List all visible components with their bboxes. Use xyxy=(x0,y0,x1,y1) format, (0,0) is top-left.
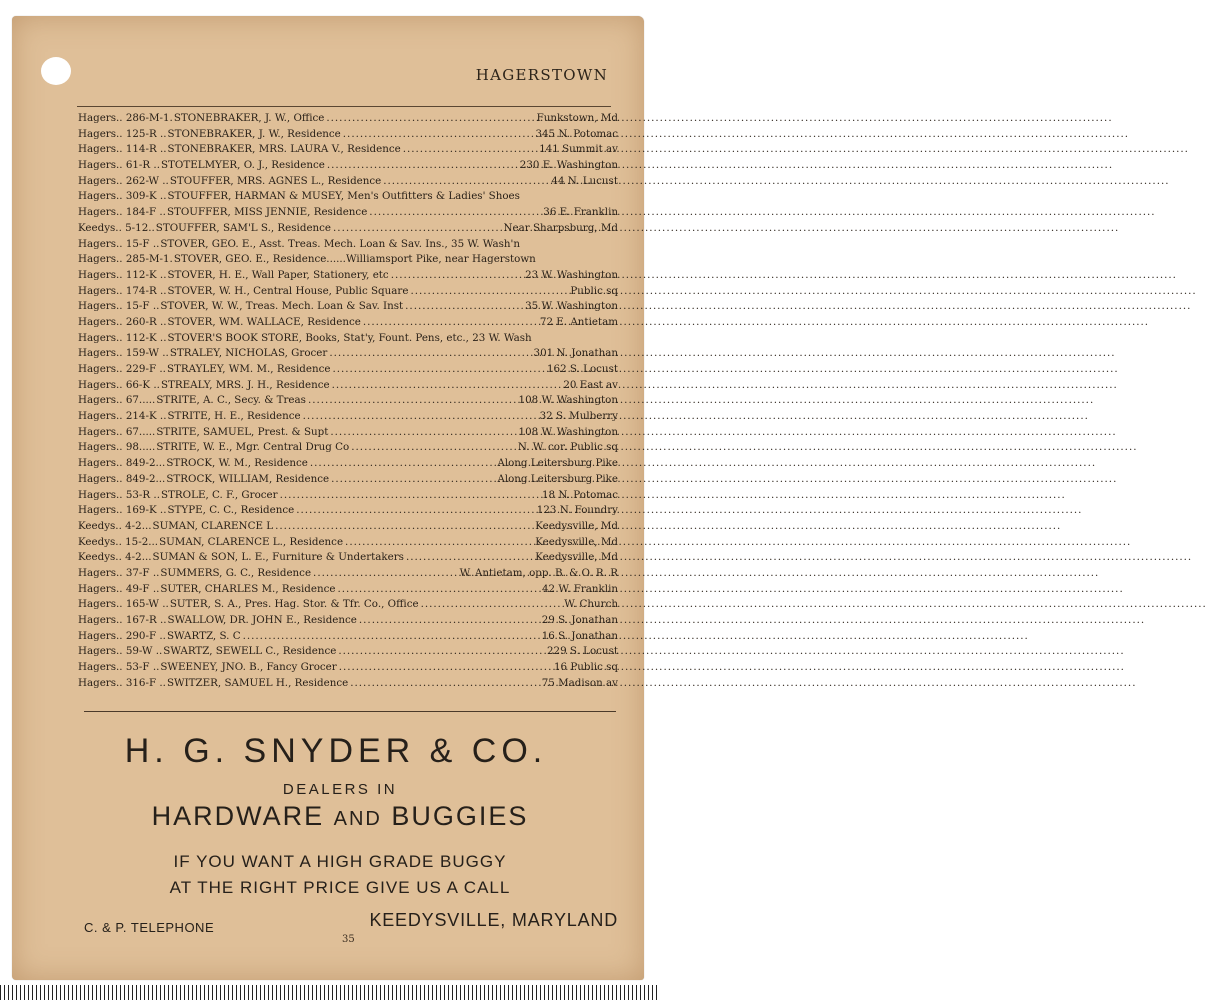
listing-address: 16 Public sq xyxy=(553,661,618,674)
listing-exchange: Hagers.. 262-W .. xyxy=(78,174,169,187)
ad-product-buggies: BUGGIES xyxy=(381,801,529,831)
listing-exchange: Hagers.. 67..... xyxy=(78,425,156,438)
ad-company-name: H. G. SNYDER & CO. xyxy=(124,732,548,770)
listing-exchange: Hagers.. 285-M-1. xyxy=(78,253,173,266)
listing-exchange: Keedys.. 5-12.. xyxy=(78,221,155,234)
listing-address: 18 N. Potomac xyxy=(542,488,618,501)
advertisement xyxy=(12,16,644,980)
listing-name: SWEENEY, JNO. B., Fancy Grocer xyxy=(160,661,337,674)
listing-name: SWARTZ, S. C xyxy=(166,629,241,642)
listing-exchange: Keedys.. 4-2... xyxy=(78,551,152,564)
listing-address: 123 N. Foundry xyxy=(536,504,618,517)
listing-address: 32 S. Mulberry xyxy=(539,410,618,423)
ad-telephone: C. & P. TELEPHONE xyxy=(84,920,215,935)
listing-address: Keedysville, Md xyxy=(535,535,618,548)
page-header-city: HAGERSTOWN xyxy=(475,66,608,84)
listing-exchange: Hagers.. 214-K .. xyxy=(78,410,167,423)
listing-address: 141 Summit av xyxy=(539,143,618,156)
listing-exchange: Hagers.. 53-F .. xyxy=(78,661,160,674)
listing-address: 23 W. Washington xyxy=(525,268,618,281)
listing-address: 162 S. Locust xyxy=(546,363,618,375)
listing-address: 230 E. Washington xyxy=(519,159,618,172)
listing-name: SUMAN, CLARENCE L xyxy=(152,519,274,532)
listing-name: SUMAN & SON, L. E., Furniture & Undertakers xyxy=(152,551,404,564)
listing-exchange: Hagers.. 229-F .. xyxy=(78,363,166,375)
listing-exchange: Hagers.. 98..... xyxy=(78,441,156,454)
listing-address: 35 W. Washington xyxy=(525,300,618,313)
listing-name: STROCK, WILLIAM, Residence xyxy=(166,472,330,485)
ad-price-line: AT THE RIGHT PRICE GIVE US A CALL xyxy=(169,878,511,897)
listing-address: 75 Madison av xyxy=(541,676,618,689)
listing-name: STONEBRAKER, MRS. LAURA V., Residence xyxy=(167,143,401,156)
listing-exchange: Hagers.. 260-R .. xyxy=(78,315,167,328)
listing-exchange: Hagers.. 174-R .. xyxy=(78,284,167,297)
listing-name: STRITE, SAMUEL, Prest. & Supt xyxy=(156,425,329,438)
listing-exchange: Hagers.. 309-K .. xyxy=(78,190,167,203)
listing-address: Along Leitersburg Pike xyxy=(497,472,618,485)
listing-name: STRAYLEY, WM. M., Residence xyxy=(166,363,331,375)
listing-name: STOVER, WM. WALLACE, Residence xyxy=(167,315,361,328)
ad-product-hardware: HARDWARE xyxy=(151,801,334,831)
listing-address: W. Church xyxy=(564,598,618,611)
listing-exchange: Hagers.. 59-W .. xyxy=(78,645,163,658)
listing-exchange: Hagers.. 114-R .. xyxy=(78,143,167,156)
ad-product-and: AND xyxy=(333,808,382,830)
listing-exchange: Hagers.. 15-F .. xyxy=(78,237,160,250)
listing-exchange: Hagers.. 849-2... xyxy=(78,472,166,485)
listing-exchange: Hagers.. 66-K .. xyxy=(78,378,160,391)
listing-exchange: Keedys.. 4-2... xyxy=(78,519,152,532)
listing-name: STOVER, GEO. E., Residence......Williamsport Pike, near Hagerstown xyxy=(173,253,536,266)
listing-exchange: Hagers.. 169-K .. xyxy=(78,504,167,517)
listing-address: Public sq xyxy=(570,284,618,297)
listing-address: 345 N. Potomac xyxy=(535,127,618,140)
listing-exchange: Hagers.. 290-F .. xyxy=(78,629,166,642)
listing-name: STROLE, C. F., Grocer xyxy=(160,488,278,501)
listing-name: STONEBRAKER, J. W., Residence xyxy=(167,127,341,140)
listing-address: N. W. cor. Public sq xyxy=(517,441,618,454)
listing-exchange: Hagers.. 15-F .. xyxy=(78,300,160,313)
listing-address: 72 E. Antietam xyxy=(539,315,618,328)
listing-address: 20 East av xyxy=(563,378,618,391)
listing-name: STOUFFER, HARMAN & MUSEY, Men's Outfitters & Ladies' Shoes xyxy=(167,190,520,203)
listing-exchange: Hagers.. 316-F .. xyxy=(78,676,166,689)
ad-product-line xyxy=(24,801,656,832)
ad-dealers-label: DEALERS IN xyxy=(282,781,398,798)
listing-name: SUMAN, CLARENCE L., Residence xyxy=(159,535,344,548)
listing-address: 108 W. Washington xyxy=(518,425,618,438)
listing-name: STOVER, W. H., Central House, Public Square xyxy=(167,284,409,297)
listing-address: W. Antietam, opp. B. & O. R. R xyxy=(459,566,618,579)
listing-name: STOVER, H. E., Wall Paper, Stationery, etc xyxy=(167,268,389,281)
listing-name: STRITE, H. E., Residence xyxy=(167,410,301,423)
listing-name: STOVER, GEO. E., Asst. Treas. Mech. Loan & Sav. Ins., 35 W. Wash'n xyxy=(160,237,520,250)
listing-name: SWARTZ, SEWELL C., Residence xyxy=(163,645,337,658)
listing-address: 229 S. Locust xyxy=(546,645,618,658)
listing-exchange: Hagers.. 286-M-1. xyxy=(78,112,173,124)
listing-address: Funkstown, Md xyxy=(536,112,618,124)
listing-name: STRITE, W. E., Mgr. Central Drug Co xyxy=(156,441,350,454)
listing-exchange: Hagers.. 125-R .. xyxy=(78,127,167,140)
listing-exchange: Hagers.. 167-R .. xyxy=(78,614,167,626)
listing-address: 29 S. Jonathan xyxy=(541,614,618,626)
listing-exchange: Hagers.. 61-R .. xyxy=(78,159,160,172)
listing-name: SUTER, S. A., Pres. Hag. Stor. & Tfr. Co., Office xyxy=(169,598,419,611)
ad-location: KEEDYSVILLE, MARYLAND xyxy=(369,910,618,930)
listing-name: SUMMERS, G. C., Residence xyxy=(160,566,312,579)
listing-exchange: Hagers.. 67..... xyxy=(78,394,156,407)
listing-exchange: Hagers.. 112-K .. xyxy=(78,268,167,281)
listing-exchange: Hagers.. 165-W .. xyxy=(78,598,169,611)
listing-name: STOTELMYER, O. J., Residence xyxy=(160,159,325,172)
listing-exchange: Hagers.. 37-F .. xyxy=(78,566,160,579)
page-number: 35 xyxy=(342,934,355,945)
listing-exchange: Keedys.. 15-2... xyxy=(78,535,159,548)
listing-name: STRALEY, NICHOLAS, Grocer xyxy=(169,347,328,360)
listing-exchange: Hagers.. 849-2... xyxy=(78,457,166,470)
listing-address: Near Sharpsburg, Md xyxy=(503,221,618,234)
listing-name: STOUFFER, MRS. AGNES L., Residence xyxy=(169,174,382,187)
listing-name: STOUFFER, MISS JENNIE, Residence xyxy=(166,206,368,219)
listing-name: SUTER, CHARLES M., Residence xyxy=(160,582,336,595)
listing-exchange: Hagers.. 112-K .. xyxy=(78,331,167,344)
listing-name: STREALY, MRS. J. H., Residence xyxy=(160,378,330,391)
ad-quality-line: IF YOU WANT A HIGH GRADE BUGGY xyxy=(173,852,507,871)
listing-name: SWALLOW, DR. JOHN E., Residence xyxy=(167,614,357,626)
listing-address: 301 N. Jonathan xyxy=(533,347,618,360)
listing-address: 42 W. Franklin xyxy=(542,582,618,595)
listing-name: STONEBRAKER, J. W., Office xyxy=(173,112,325,124)
listing-address: 108 W. Washington xyxy=(518,394,618,407)
listing-address: Keedysville, Md xyxy=(535,551,618,564)
listing-exchange: Hagers.. 159-W .. xyxy=(78,347,169,360)
listing-address: 36 E. Franklin xyxy=(543,206,618,219)
listing-address: 44 N. Lucust xyxy=(551,174,618,187)
scan-ruler xyxy=(0,985,657,1000)
listing-address: Keedysville, Md xyxy=(535,519,618,532)
directory-page xyxy=(12,16,644,980)
listing-name: STOVER'S BOOK STORE, Books, Stat'y, Fount. Pens, etc., 23 W. Wash xyxy=(167,331,532,344)
listing-name: SWITZER, SAMUEL H., Residence xyxy=(166,676,349,689)
listing-name: STRITE, A. C., Secy. & Treas xyxy=(156,394,306,407)
listing-name: STYPE, C. C., Residence xyxy=(167,504,295,517)
listing-name: STROCK, W. M., Residence xyxy=(166,457,308,470)
listing-exchange: Hagers.. 49-F .. xyxy=(78,582,160,595)
listing-exchange: Hagers.. 53-R .. xyxy=(78,488,160,501)
listing-address: 16 S. Jonathan xyxy=(541,629,618,642)
listing-address: Along Leitersburg Pike xyxy=(497,457,618,470)
listing-name: STOUFFER, SAM'L S., Residence xyxy=(155,221,332,234)
listing-exchange: Hagers.. 184-F .. xyxy=(78,206,166,219)
listing-name: STOVER, W. W., Treas. Mech. Loan & Sav. Inst xyxy=(160,300,404,313)
